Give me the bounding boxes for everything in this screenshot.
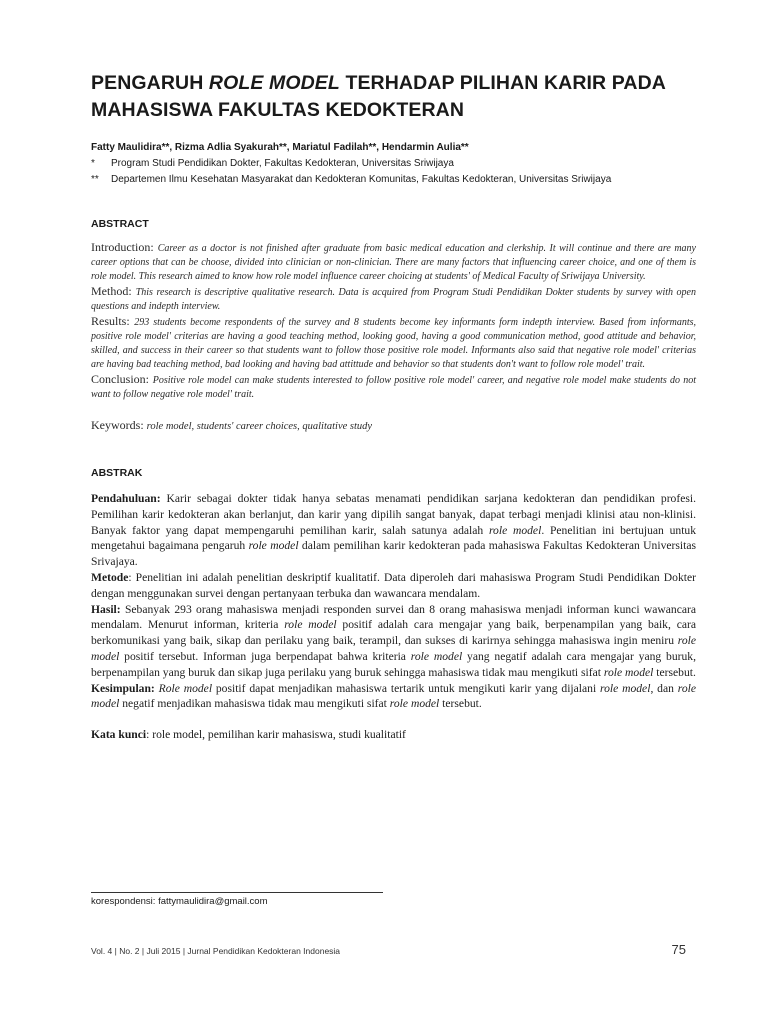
- title-part: TERHADAP PILIHAN KARIR PADA MAHASISWA FAKULTAS KEDOKTERAN: [91, 72, 666, 121]
- title-emphasis: ROLE MODEL: [208, 72, 340, 94]
- abstract-heading: ABSTRACT: [91, 218, 149, 230]
- abstrak-body: [91, 491, 696, 712]
- abstract-introduction: [91, 240, 696, 284]
- keywords-text: role model, students' career choices, qualitative study: [146, 421, 373, 432]
- text-run: , dan: [650, 681, 678, 695]
- text-run: negatif menjadikan mahasiswa tidak mau mengikuti sifat: [119, 697, 390, 711]
- paragraph-label: Pendahuluan:: [91, 492, 161, 505]
- paragraph-text: 293 students become respondents of the survey and 8 students become key informants form indepth interview. Based from informants, positive role model' criterias are having a good teaching method, looking good, having a good communication method, good attitude and behavior, skilled, and success in their career so that students want to follow those positive role model. Informants also said that negative role model' criterias are having bad teaching method, bad looking and having bad attittude and behavior so that students don't want to follow role model' trait.: [91, 317, 696, 370]
- text-run: tersebut.: [439, 697, 482, 711]
- abstract-method: [91, 284, 696, 314]
- paragraph-label: Introduction:: [91, 240, 158, 254]
- paragraph-text: Positive role model can make students interested to follow positive role model' career, and negative role model make students do not want to follow negative role model' trait.: [91, 375, 696, 400]
- affiliation-mark: **: [91, 174, 99, 185]
- paragraph-label: Method:: [91, 284, 136, 298]
- paragraph-label: Conclusion:: [91, 372, 153, 386]
- abstrak-section: [91, 467, 696, 741]
- italic-term: role model: [603, 665, 654, 679]
- paragraph-label: Metode: [91, 570, 129, 584]
- abstrak-kesimpulan: [91, 681, 696, 713]
- author-list: Fatty Maulidira**, Rizma Adlia Syakurah**, Mariatul Fadilah**, Hendarmin Aulia**: [91, 142, 469, 153]
- italic-term: role model: [410, 649, 463, 663]
- text-run: . Penelitian ini bertujuan untuk mengetahui bagaimana pengaruh: [91, 523, 697, 553]
- italic-term: role model: [600, 681, 651, 695]
- abstract-body: [91, 240, 696, 402]
- abstrak-hasil: [91, 602, 696, 681]
- abstract-section: [91, 218, 696, 433]
- article: [91, 70, 696, 741]
- text-run: positif adalah cara mengajar yang baik, berpenampilan yang baik, cara berkomunikasi yang baik, sikap dan perilaku yang baik, terampil, dan sukses di karirnya sehingga mahasiswa ingin meniru: [91, 618, 696, 648]
- italic-term: role model: [389, 697, 440, 711]
- paragraph-label: Hasil:: [91, 602, 121, 616]
- text-run: positif dapat menjadikan mahasiswa tertarik untuk mengikuti karir yang dijalani: [212, 681, 601, 695]
- text-run: Karir sebagai dokter tidak hanya sebatas menamati pendidikan sarjana kedokteran dan pendidikan profesi. Pemilihan karir kedokteran akan berlanjut, dan karir yang dipilih sangat banyak, dapat terbagi menjadi klinisi atau non-klinisi. Banyak faktor yang dapat mempengaruhi pemilihan karir, salah satunya adalah: [91, 492, 696, 537]
- text-run: yang negatif adalah cara mengajar yang buruk, berpenampilan yang buruk dan sikap juga perilaku yang buruk sehingga mahasiswa tidak mau mengikuti sifat: [91, 649, 696, 679]
- paragraph-label: Kesimpulan:: [91, 681, 155, 695]
- text-run: Sebanyak 293 orang mahasiswa menjadi responden survei dan 8 orang mahasiswa menjadi informan kunci wawancara mendalam. Menurut informan, kriteria: [91, 602, 696, 632]
- text-run: : Penelitian ini adalah penelitian deskriptif kualitatif. Data diperoleh dari mahasiswa Program Studi Pendidikan Dokter dengan menggunakan survei dengan pertanyaan terbuka dan wawancara mendalam.: [91, 570, 696, 600]
- italic-term: role model: [91, 634, 696, 663]
- journal-footer: Vol. 4 | No. 2 | Juli 2015 | Jurnal Pendidikan Kedokteran Indonesia: [91, 946, 341, 956]
- abstract-conclusion: [91, 372, 696, 402]
- abstract-results: [91, 314, 696, 372]
- abstrak-metode: [91, 570, 696, 602]
- italic-term: role model: [488, 523, 542, 537]
- italic-term: role model: [91, 681, 696, 711]
- paragraph-text: This research is descriptive qualitative research. Data is acquired from Program Studi Pendidikan Dokter students by survey with open questions and indepth interview.: [91, 287, 696, 312]
- footnote-divider: [91, 892, 383, 893]
- text-run: positif tersebut. Informan juga berpendapat bahwa kriteria: [119, 649, 411, 663]
- keywords-text: : role model, pemilihan karir mahasiswa, studi kualitatif: [146, 728, 406, 742]
- affiliation-1: [91, 156, 696, 172]
- italic-term: role model: [248, 539, 299, 553]
- keywords: [91, 418, 696, 433]
- article-title: [91, 70, 696, 124]
- correspondence-footnote: korespondensi: fattymaulidira@gmail.com: [91, 896, 268, 907]
- abstrak-pendahuluan: [91, 491, 696, 570]
- page-number: 75: [671, 942, 686, 957]
- italic-term: role model: [284, 618, 337, 632]
- keywords-label: Kata kunci: [91, 728, 147, 742]
- italic-term: Role model: [158, 681, 213, 695]
- affiliation-mark: *: [91, 158, 95, 169]
- kata-kunci: [91, 728, 696, 741]
- paragraph-text: Career as a doctor is not finished after graduate from basic medical education and clerkship. It will continue and there are many career options that can be choose, divided into clinician or non-clinician. There are many factors that influencing career choice, and one of them is role model. This research aimed to know how role model influence career choicing at students' of Medical Faculty of Sriwijaya University.: [91, 243, 696, 282]
- title-part: PENGARUH: [91, 72, 209, 94]
- text-run: dalam pemilihan karir kedokteran pada mahasiswa Fakultas Kedokteran Universitas Srivajaya.: [91, 539, 696, 569]
- affiliation-text: Departemen Ilmu Kesehatan Masyarakat dan Kedokteran Komunitas, Fakultas Kedokteran, Universitas Sriwijaya: [111, 174, 612, 185]
- text-run: tersebut.: [653, 665, 696, 679]
- abstrak-heading: ABSTRAK: [91, 467, 143, 479]
- affiliation-text: Program Studi Pendidikan Dokter, Fakultas Kedokteran, Universitas Sriwijaya: [111, 158, 454, 169]
- keywords-label: Keywords:: [91, 418, 147, 432]
- affiliation-2: [91, 172, 696, 188]
- paragraph-label: Results:: [91, 314, 135, 328]
